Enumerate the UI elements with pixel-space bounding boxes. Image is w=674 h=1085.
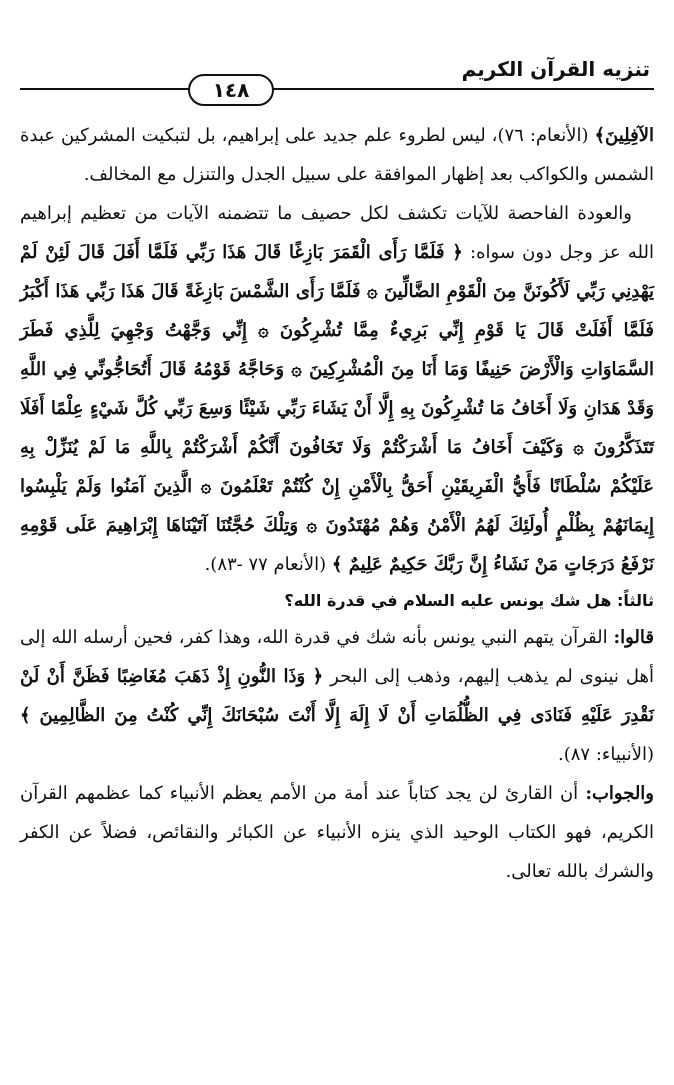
- citation-anam: (الأنعام ٧٧ -٨٣).: [204, 554, 332, 575]
- paragraph-1: [20, 116, 654, 194]
- section-heading: ثالثاً: هل شك يونس عليه السلام في قدرة الله؟: [284, 591, 654, 610]
- quran-verse-end: الآفِلِينَ﴾: [594, 125, 654, 146]
- claim-text: القرآن يتهم النبي يونس بأنه شك في قدرة الله، وهذا كفر، فحين أرسله الله إلى أهل نينوى لم يذهب إليهم، وذهب إلى البحر: [20, 627, 654, 687]
- answer-label: والجواب:: [585, 783, 654, 804]
- page-header: [20, 44, 654, 104]
- paragraph-2: [20, 194, 654, 584]
- claim-label: قالوا:: [613, 627, 654, 648]
- header-rule: [20, 88, 654, 90]
- paragraph-2-text: والعودة الفاحصة للآيات تكشف لكل حصيف ما تتضمنه الآيات من تعظيم إبراهيم الله عز وجل دون سواه:: [20, 203, 654, 263]
- paragraph-answer: [20, 774, 654, 891]
- page-number: ١٤٨: [188, 74, 274, 106]
- page-body: [20, 116, 654, 891]
- citation-anbiya: (الأنبياء: ٨٧).: [558, 744, 654, 765]
- paragraph-1-text: (الأنعام: ٧٦)، ليس لطروء علم جديد على إبراهيم، بل لتبكيت المشركين عبدة الشمس والكواكب بعد إظهار الموافقة على سبيل الجدل والتنزل مع المخالف.: [20, 125, 654, 185]
- quran-verse-anbiya: ﴿ وَذَا النُّونِ إِذْ ذَهَبَ مُغَاضِبًا فَظَنَّ أَنْ لَنْ نَقْدِرَ عَلَيْهِ فَنَادَى فِي الظُّلُمَاتِ أَنْ لَا إِلَهَ إِلَّا أَنْتَ سُبْحَانَكَ إِنِّي كُنْتُ مِنَ الظَّالِمِينَ ﴾: [20, 666, 654, 726]
- answer-text: أن القارئ لن يجد كتاباً عند أمة من الأمم يعظم الأنبياء كما عظمهم القرآن الكريم، فهو الكتاب الوحيد الذي ينزه الأنبياء عن الكبائر والنقائص، فضلاً عن الكفر والشرك بالله تعالى.: [20, 783, 654, 882]
- book-title: تنزيه القرآن الكريم: [461, 57, 650, 81]
- paragraph-claim: [20, 618, 654, 774]
- quran-verses-anam: ﴿ فَلَمَّا رَأَى الْقَمَرَ بَازِغًا قَالَ هَذَا رَبِّي فَلَمَّا أَفَلَ قَالَ لَئِنْ لَمْ يَهْدِنِي رَبِّي لَأَكُونَنَّ مِنَ الْقَوْمِ الضَّالِّينَ ۞ فَلَمَّا رَأَى الشَّمْسَ بَازِغَةً قَالَ هَذَا رَبِّي هَذَا أَكْبَرُ فَلَمَّا أَفَلَتْ قَالَ يَا قَوْمِ إِنِّي بَرِيءٌ مِمَّا تُشْرِكُونَ ۞ إِنِّي وَجَّهْتُ وَجْهِيَ لِلَّذِي فَطَرَ السَّمَاوَاتِ وَالْأَرْضَ حَنِيفًا وَمَا أَنَا مِنَ الْمُشْرِكِينَ ۞ وَحَاجَّهُ قَوْمُهُ قَالَ أَتُحَاجُّونِّي فِي اللَّهِ وَقَدْ هَدَانِ وَلَا أَخَافُ مَا تُشْرِكُونَ بِهِ إِلَّا أَنْ يَشَاءَ رَبِّي شَيْئًا وَسِعَ رَبِّي كُلَّ شَيْءٍ عِلْمًا أَفَلَا تَتَذَكَّرُونَ ۞ وَكَيْفَ أَخَافُ مَا أَشْرَكْتُمْ وَلَا تَخَافُونَ أَنَّكُمْ أَشْرَكْتُمْ بِاللَّهِ مَا لَمْ يُنَزِّلْ بِهِ عَلَيْكُمْ سُلْطَانًا فَأَيُّ الْفَرِيقَيْنِ أَحَقُّ بِالْأَمْنِ إِنْ كُنْتُمْ تَعْلَمُونَ ۞ الَّذِينَ آمَنُوا وَلَمْ يَلْبِسُوا إِيمَانَهُمْ بِظُلْمٍ أُولَئِكَ لَهُمُ الْأَمْنُ وَهُمْ مُهْتَدُونَ ۞ وَتِلْكَ حُجَّتُنَا آتَيْنَاهَا إِبْرَاهِيمَ عَلَى قَوْمِهِ نَرْفَعُ دَرَجَاتٍ مَنْ نَشَاءُ إِنَّ رَبَّكَ حَكِيمٌ عَلِيمٌ ﴾: [20, 242, 654, 575]
